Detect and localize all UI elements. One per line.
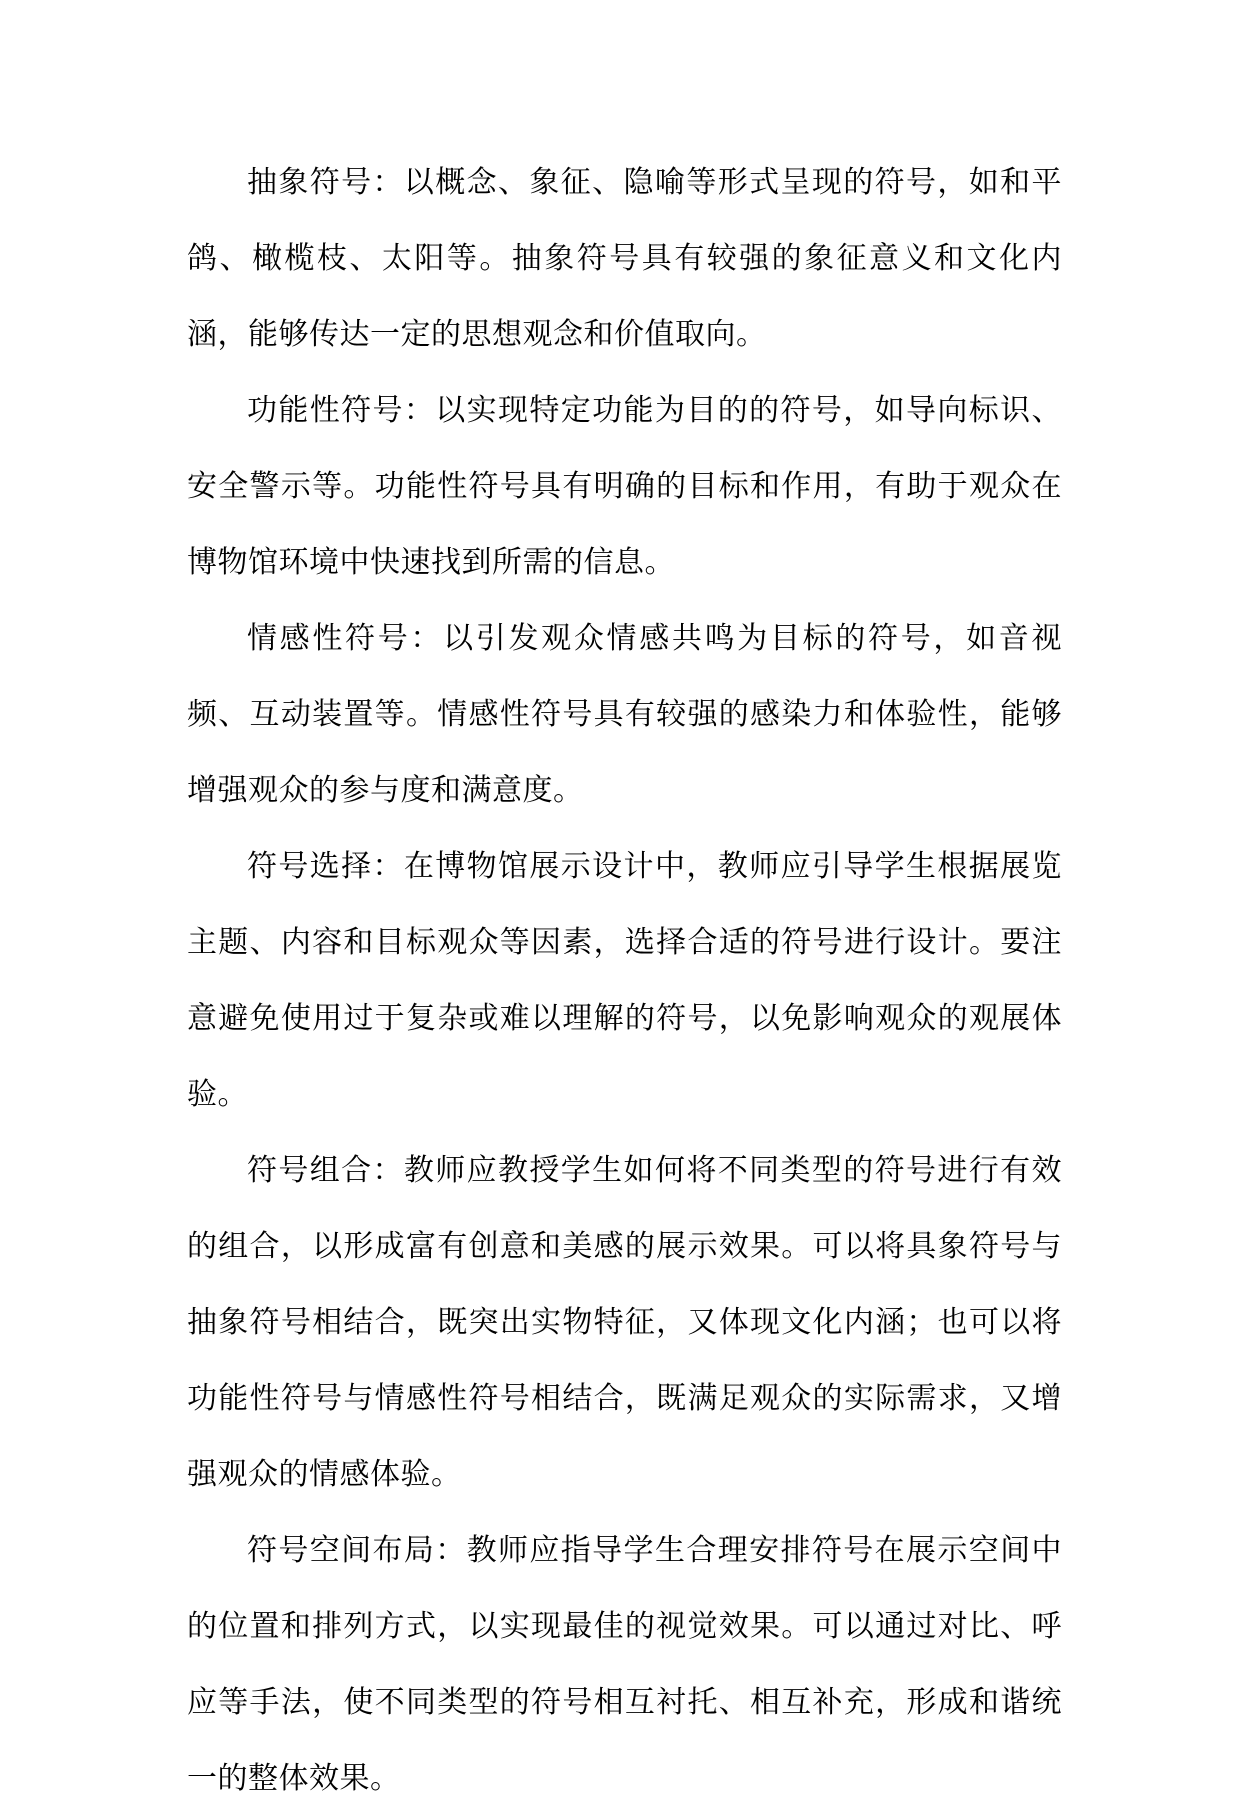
- paragraph-abstract-symbols: 抽象符号：以概念、象征、隐喻等形式呈现的符号，如和平鸽、橄榄枝、太阳等。抽象符号具有较强的象征意义和文化内涵，能够传达一定的思想观念和价值取向。: [187, 165, 1062, 352]
- paragraph-symbol-selection: 符号选择：在博物馆展示设计中，教师应引导学生根据展览主题、内容和目标观众等因素，选择合适的符号进行设计。要注意避免使用过于复杂或难以理解的符号，以免影响观众的观展体验。: [187, 849, 1062, 1112]
- document-body: [187, 145, 1062, 1817]
- paragraph-emotional-symbols: 情感性符号：以引发观众情感共鸣为目标的符号，如音视频、互动装置等。情感性符号具有较强的感染力和体验性，能够增强观众的参与度和满意度。: [187, 621, 1062, 808]
- paragraph-symbol-spatial-layout: 符号空间布局：教师应指导学生合理安排符号在展示空间中的位置和排列方式，以实现最佳的视觉效果。可以通过对比、呼应等手法，使不同类型的符号相互衬托、相互补充，形成和谐统一的整体效果。: [187, 1533, 1062, 1796]
- paragraph-functional-symbols: 功能性符号：以实现特定功能为目的的符号，如导向标识、安全警示等。功能性符号具有明确的目标和作用，有助于观众在博物馆环境中快速找到所需的信息。: [187, 393, 1062, 580]
- paragraph-symbol-combination: 符号组合：教师应教授学生如何将不同类型的符号进行有效的组合，以形成富有创意和美感的展示效果。可以将具象符号与抽象符号相结合，既突出实物特征，又体现文化内涵；也可以将功能性符号与情感性符号相结合，既满足观众的实际需求，又增强观众的情感体验。: [187, 1153, 1062, 1492]
